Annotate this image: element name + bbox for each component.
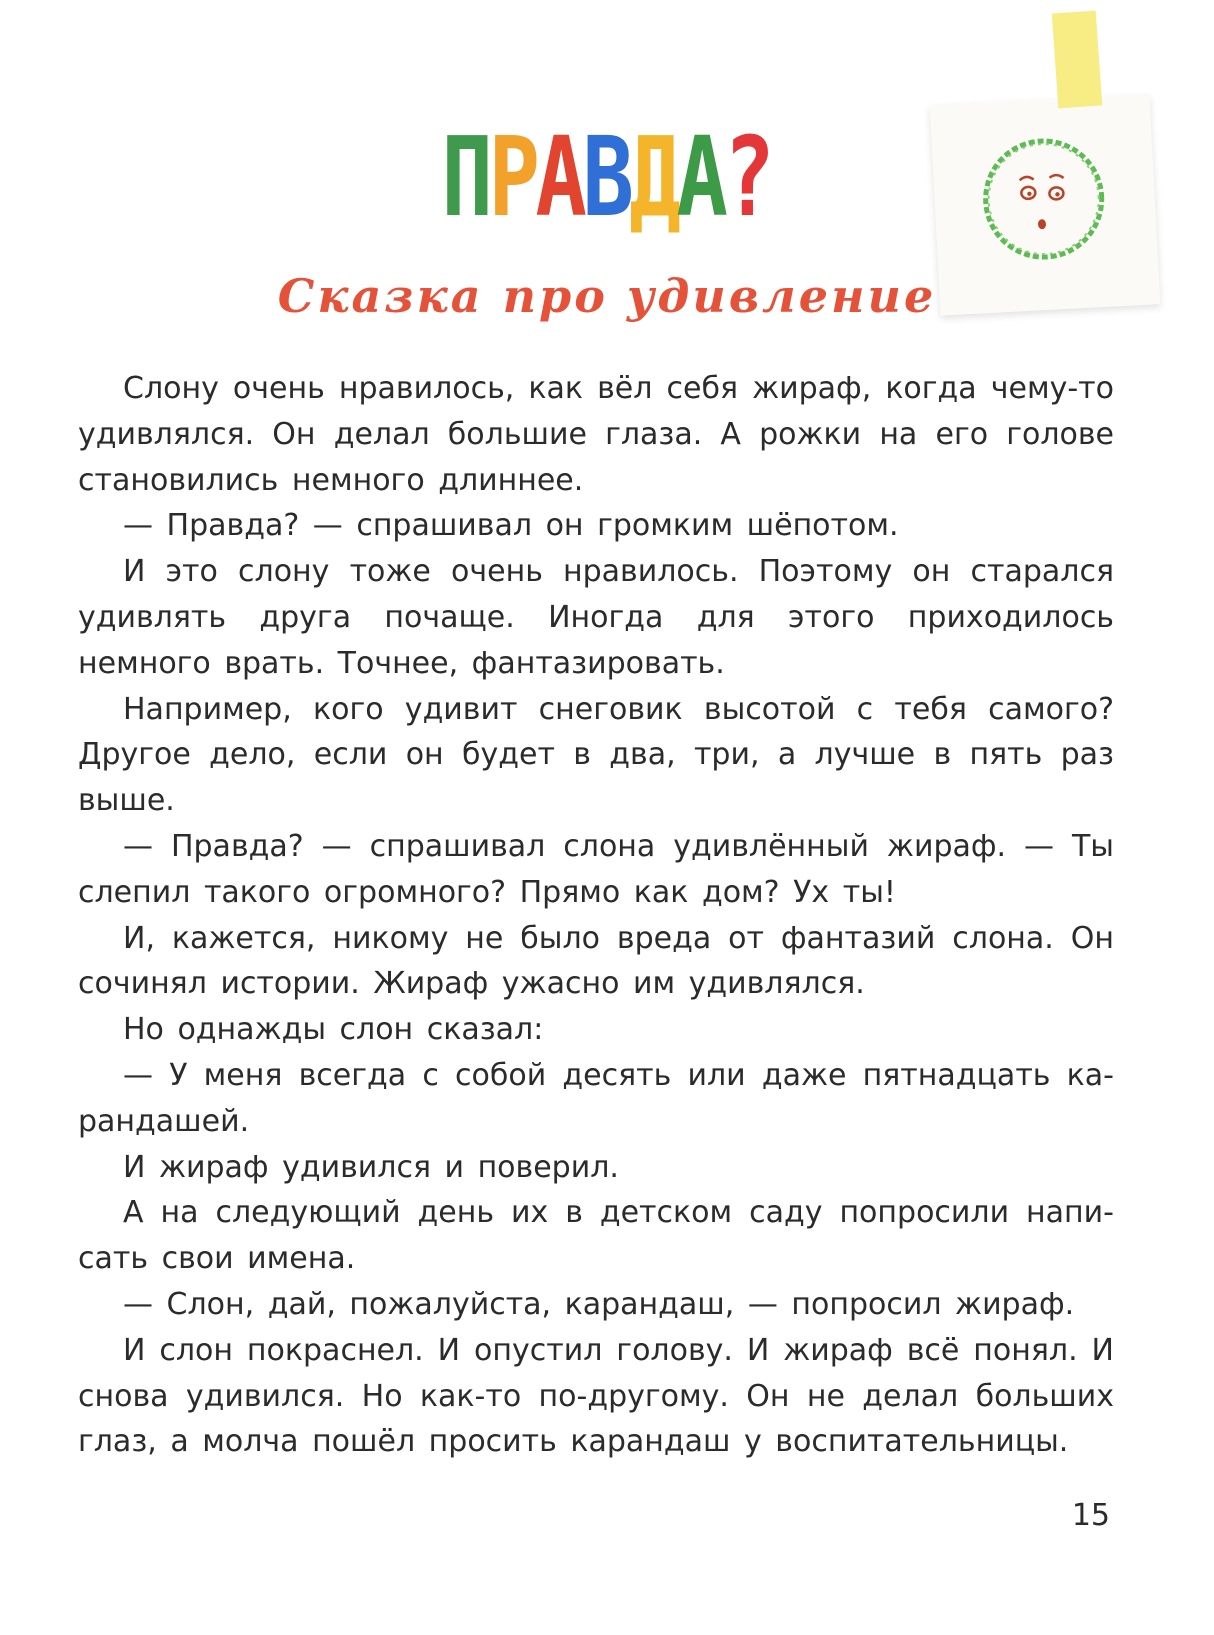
paragraph: Например, кого удивит снеговик высотой с тебя самого? Другое дело, если он будет в два, три, а лучше в пять раз выше. [78, 691, 1114, 819]
page-number: 15 [1071, 1498, 1110, 1533]
paragraph: И, кажется, никому не было вреда от фантазий слона. Он сочинял истории. Жираф ужасно им удивлялся. [78, 920, 1114, 1002]
surprised-face-icon [965, 120, 1123, 278]
paragraph: — Правда? — спрашивал слона удивлённый жираф. — Ты слепил такого огромного? Прямо как дом? Ух ты! [78, 828, 1114, 910]
sticker-note [930, 94, 1161, 315]
title-letter: В [582, 113, 630, 241]
paragraph: — Слон, дай, пожалуйста, карандаш, — попросил жираф. [123, 1286, 1075, 1322]
paragraph: Слону очень нравилось, как вёл себя жираф, когда чему-то удивлялся. Он делал большие глаза. А рожки на его голове становились немного длиннее. [78, 371, 1114, 498]
story-text [78, 366, 1114, 1465]
paragraph: И это слону тоже очень нравилось. Поэтому он старался удивлять друга почаще. Иногда для этого приходилось немного врать. Точнее, фантазировать. [78, 554, 1114, 681]
title-letter: П [441, 113, 489, 241]
title-letter: Р [488, 113, 536, 241]
page-subtitle: Сказка про удивление [277, 269, 937, 323]
title-letter: ? [723, 113, 771, 241]
title-letter: Д [629, 113, 677, 241]
sticker-tape [1052, 11, 1103, 109]
paragraph: Но однажды слон сказал: [123, 1012, 544, 1048]
paragraph: — У меня всегда с собой десять или даже пятнадцать карандашей. [78, 1057, 1114, 1139]
paragraph: И жираф удивился и поверил. [123, 1149, 619, 1185]
paragraph: И слон покраснел. И опустил голову. И жираф всё понял. И снова удивился. Но как-то по-другому. Он не делал больших глаз, а молча пошёл просить карандаш у воспитательницы. [78, 1332, 1114, 1460]
title-letter: А [535, 113, 583, 241]
paragraph: А на следующий день их в детском саду попросили написать свои имена. [78, 1195, 1114, 1277]
paragraph: — Правда? — спрашивал он громким шёпотом. [123, 508, 899, 544]
title-letter: А [676, 113, 724, 241]
